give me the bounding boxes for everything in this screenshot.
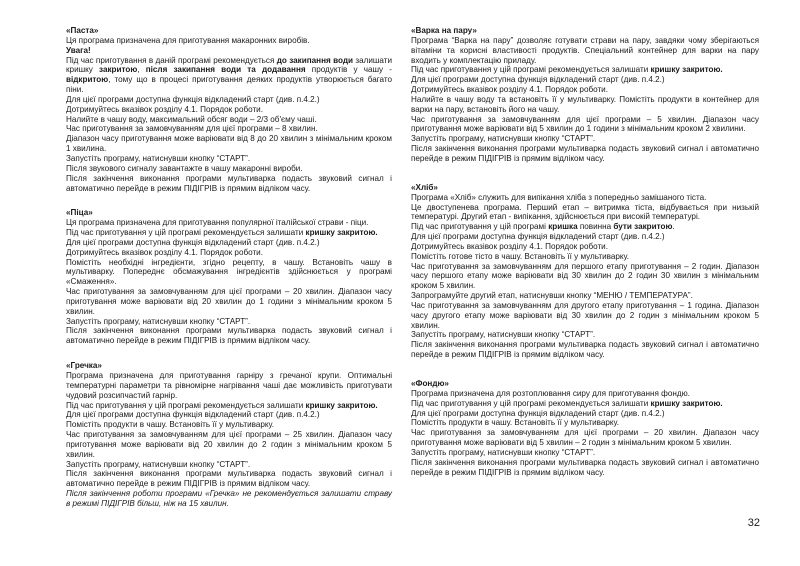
section-buckwheat	[66, 361, 392, 509]
paragraph	[411, 222, 759, 232]
paragraph: Запустіть програму, натиснувши кнопку “СТАРТ”.	[411, 447, 596, 457]
paragraph: Час приготування за замовчуванням для цієї програми – 8 хвилин.	[66, 124, 318, 134]
section-steam	[411, 26, 759, 164]
bold-run: відкритою	[66, 75, 109, 85]
paragraph: Запрограмуйте другий етап, натиснувши кнопку “МЕНЮ / ТЕМПЕРАТУРА”.	[411, 291, 693, 301]
text-run: продуктів у чашу -	[305, 65, 393, 75]
text-run: Під час приготування у цій програмі рекомендується залишати	[66, 400, 306, 410]
paragraph	[66, 228, 392, 238]
section-title: «Варка на пару»	[411, 26, 477, 35]
text-run: .	[672, 222, 675, 232]
bold-run: кришку закритою.	[650, 65, 723, 75]
paragraph: Помістіть продукти в чашу. Встановіть її у мультиварку.	[411, 418, 620, 428]
paragraph: Після звукового сигналу завантажте в чашу макаронні вироби.	[66, 163, 303, 173]
section-pizza	[66, 208, 392, 346]
paragraph: Після закінчення виконання програми мультиварка подасть звуковий сигнал і автоматично перейде в режим ПІДІГРІВ із прямим відліком часу.	[66, 469, 392, 489]
paragraph: Налийте в чашу воду, максимальний обсяг води – 2/3 об'єму чаші.	[66, 114, 317, 124]
paragraph: Час приготування за замовчуванням для першого етапу приготування – 2 годин. Діапазон часу першого етапу може варіювати від 30 хвилин до 2 годин 30 хвилин з мінімальним кроком 5 хвилин.	[411, 261, 759, 291]
note-paragraph: Після закінчення роботи програми «Гречка» не рекомендується залишати страву в режимі ПІДІГРІВ більш, ніж на 15 хвилин.	[66, 489, 392, 508]
bold-run: до закипання води	[276, 55, 353, 65]
section-fondue	[411, 379, 759, 477]
paragraph: Програма “Варка на пару” дозволяє готувати страви на пару, завдяки чому зберігаються вітаміни та корисні властивості продуктів. Спеціальний контейнер для варки на пару входить у комплектацію приладу.	[411, 35, 759, 65]
text-run: , тому що в процесі приготування деяких продуктів утворюється багато піни.	[66, 75, 392, 95]
paragraph	[411, 399, 759, 409]
bold-run: бути закритою	[613, 222, 673, 232]
paragraph: Помістіть продукти в чашу. Встановіть її у мультиварку.	[66, 420, 275, 430]
paragraph: Ця програма призначена для приготування популярної італійської страви - піци.	[66, 218, 369, 228]
section-title: «Хліб»	[411, 182, 438, 192]
paragraph	[411, 65, 759, 75]
paragraph: Після закінчення виконання програми мультиварка подасть звуковий сигнал і автоматично перейде в режим ПІДІГРІВ із прямим відліком часу.	[66, 173, 392, 193]
paragraph: Після закінчення виконання програми мультиварка подасть звуковий сигнал і автоматично перейде в режим ПІДІГРІВ із прямим відліком часу.	[411, 144, 759, 163]
warning-label: Увага!	[66, 45, 91, 55]
paragraph: Для цієї програми доступна функція відкладений старт (див. п.4.2.)	[411, 408, 665, 418]
paragraph: Запустіть програму, натиснувши кнопку “СТАРТ”.	[66, 316, 251, 326]
paragraph: Помістіть необхідні інгредієнти, згідно рецепту, в чашу. Встановіть чашу в мультиварку. Попереднє обсмажування інгредієнтів здійснюється у програмі «Смаження».	[66, 257, 392, 287]
left-column	[66, 26, 392, 509]
paragraph: Помістіть готове тісто в чашу. Встановіть її у мультиварку.	[411, 251, 630, 261]
right-column	[411, 26, 759, 477]
bold-run: кришку закритою.	[305, 400, 378, 410]
paragraph: Дотримуйтесь вказівок розділу 4.1. Порядок роботи.	[66, 247, 263, 257]
section-title: «Гречка»	[66, 361, 102, 371]
paragraph: Це двоступенева програма. Перший етап – витримка тіста, відбувається при низькій температурі. Другий етап - випікання, здійснюється при високій температурі.	[411, 202, 759, 222]
paragraph: Для цієї програми доступна функція відкладений старт (див. п.4.2.)	[411, 232, 665, 242]
paragraph: Дотримуйтесь вказівок розділу 4.1. Порядок роботи.	[411, 85, 608, 95]
paragraph: Для цієї програми доступна функція відкладений старт (див. п.4.2.)	[66, 237, 320, 247]
text-run: Під час приготування у цій програмі рекомендується залишати	[411, 65, 651, 75]
text-run: ,	[137, 65, 146, 75]
section-title: «Паста»	[66, 26, 99, 35]
paragraph: Запустіть програму, натиснувши кнопку “СТАРТ”.	[411, 330, 596, 340]
page-number: 32	[747, 517, 760, 529]
section-title: «Піца»	[66, 208, 93, 218]
paragraph: Для цієї програми доступна функція відкладений старт (див. п.4.2.)	[66, 410, 320, 420]
paragraph: Після закінчення виконання програми мультиварка подасть звуковий сигнал і автоматично перейде в режим ПІДІГРІВ із прямим відліком часу.	[411, 340, 759, 360]
paragraph: Програма «Хліб» служить для випікання хліба з попередньо замішаного тіста.	[411, 192, 707, 202]
text-run: Під час приготування у цій програмі рекомендується залишати	[66, 228, 306, 238]
paragraph: Після закінчення виконання програми мультиварка подасть звуковий сигнал і автоматично перейде в режим ПІДІГРІВ із прямим відліком часу.	[66, 326, 392, 346]
text-run: Під час приготування в даній програмі рекомендується	[66, 55, 277, 65]
paragraph: Ця програма призначена для приготування макаронних виробів.	[66, 35, 310, 45]
paragraph: Час приготування за замовчуванням для цієї програми – 25 хвилин. Діапазон часу приготування може варіювати від 20 хвилин до 2 годин з мінімальним кроком 5 хвилин.	[66, 430, 392, 459]
paragraph: Програма призначена для приготування гарніру з гречаної крупи. Оптимальні температурні параметри та рівномірне нагрівання чаші дає можливість приготувати чудовий розсипчастий гарнір.	[66, 371, 392, 400]
paragraph: Дотримуйтесь вказівок розділу 4.1. Порядок роботи.	[411, 241, 608, 251]
paragraph: Запустіть програму, натиснувши кнопку “СТАРТ”.	[66, 459, 251, 469]
warning-paragraph	[66, 56, 392, 95]
text-run: залишати кришку	[66, 55, 392, 75]
paragraph: Після закінчення виконання програми мультиварка подасть звуковий сигнал і автоматично перейде в режим ПІДІГРІВ із прямим відліком часу.	[411, 457, 759, 477]
paragraph: Діапазон часу приготування може варіювати від 8 до 20 хвилин з мінімальним кроком 1 хвилина.	[66, 134, 392, 154]
bold-run: після закипання води та додавання	[145, 65, 306, 75]
paragraph: Для цієї програми доступна функція відкладений старт (див. п.4.2.)	[66, 94, 320, 104]
paragraph: Запустіть програму, натиснувши кнопку “СТАРТ”.	[411, 134, 596, 144]
text-run: Під час приготування у цій програмі рекомендується залишати	[411, 398, 651, 408]
paragraph: Для цієї програми доступна функція відкладений старт (див. п.4.2.)	[411, 75, 665, 85]
paragraph: Налийте в чашу воду та встановіть її у мультиварку. Помістіть продукти в контейнер для варки на пару, встановіть його на чашу.	[411, 94, 759, 114]
text-run: повинна	[577, 222, 614, 232]
bold-run: кришку закритою.	[650, 398, 723, 408]
bold-run: закритою	[99, 65, 138, 75]
paragraph: Час приготування за замовчуванням для цієї програми – 20 хвилин. Діапазон часу приготування може варіювати від 5 хвилин – 2 годин з мінімальним кроком 5 хвилин.	[411, 428, 759, 448]
section-title: «Фондю»	[411, 379, 449, 388]
paragraph	[66, 401, 392, 411]
bold-run: кришка	[548, 222, 578, 232]
paragraph: Дотримуйтесь вказівок розділу 4.1. Порядок роботи.	[66, 104, 263, 114]
bold-run: кришку закритою.	[305, 228, 378, 238]
section-bread	[411, 183, 759, 360]
section-pasta	[66, 26, 392, 193]
paragraph: Час приготування за замовчуванням для другого етапу приготування – 1 година. Діапазон часу другого етапу може варіювати від 30 хвилин до 2 годин з мінімальним кроком 5 хвилин.	[411, 300, 759, 330]
text-run: Під час приготування у цій програмі	[411, 222, 549, 232]
paragraph: Програма призначена для розтоплювання сиру для приготування фондю.	[411, 388, 690, 398]
paragraph: Час приготування за замовчуванням для цієї програми – 5 хвилин. Діапазон часу приготування може варіювати від 5 хвилин до 1 години з мінімальним кроком 2 хвилини.	[411, 114, 759, 134]
paragraph: Запустіть програму, натиснувши кнопку “СТАРТ”.	[66, 153, 251, 163]
paragraph: Час приготування за замовчуванням для цієї програми – 20 хвилин. Діапазон часу приготування може варіювати від 20 хвилин до 1 години з мінімальним кроком 5 хвилин.	[66, 287, 392, 316]
